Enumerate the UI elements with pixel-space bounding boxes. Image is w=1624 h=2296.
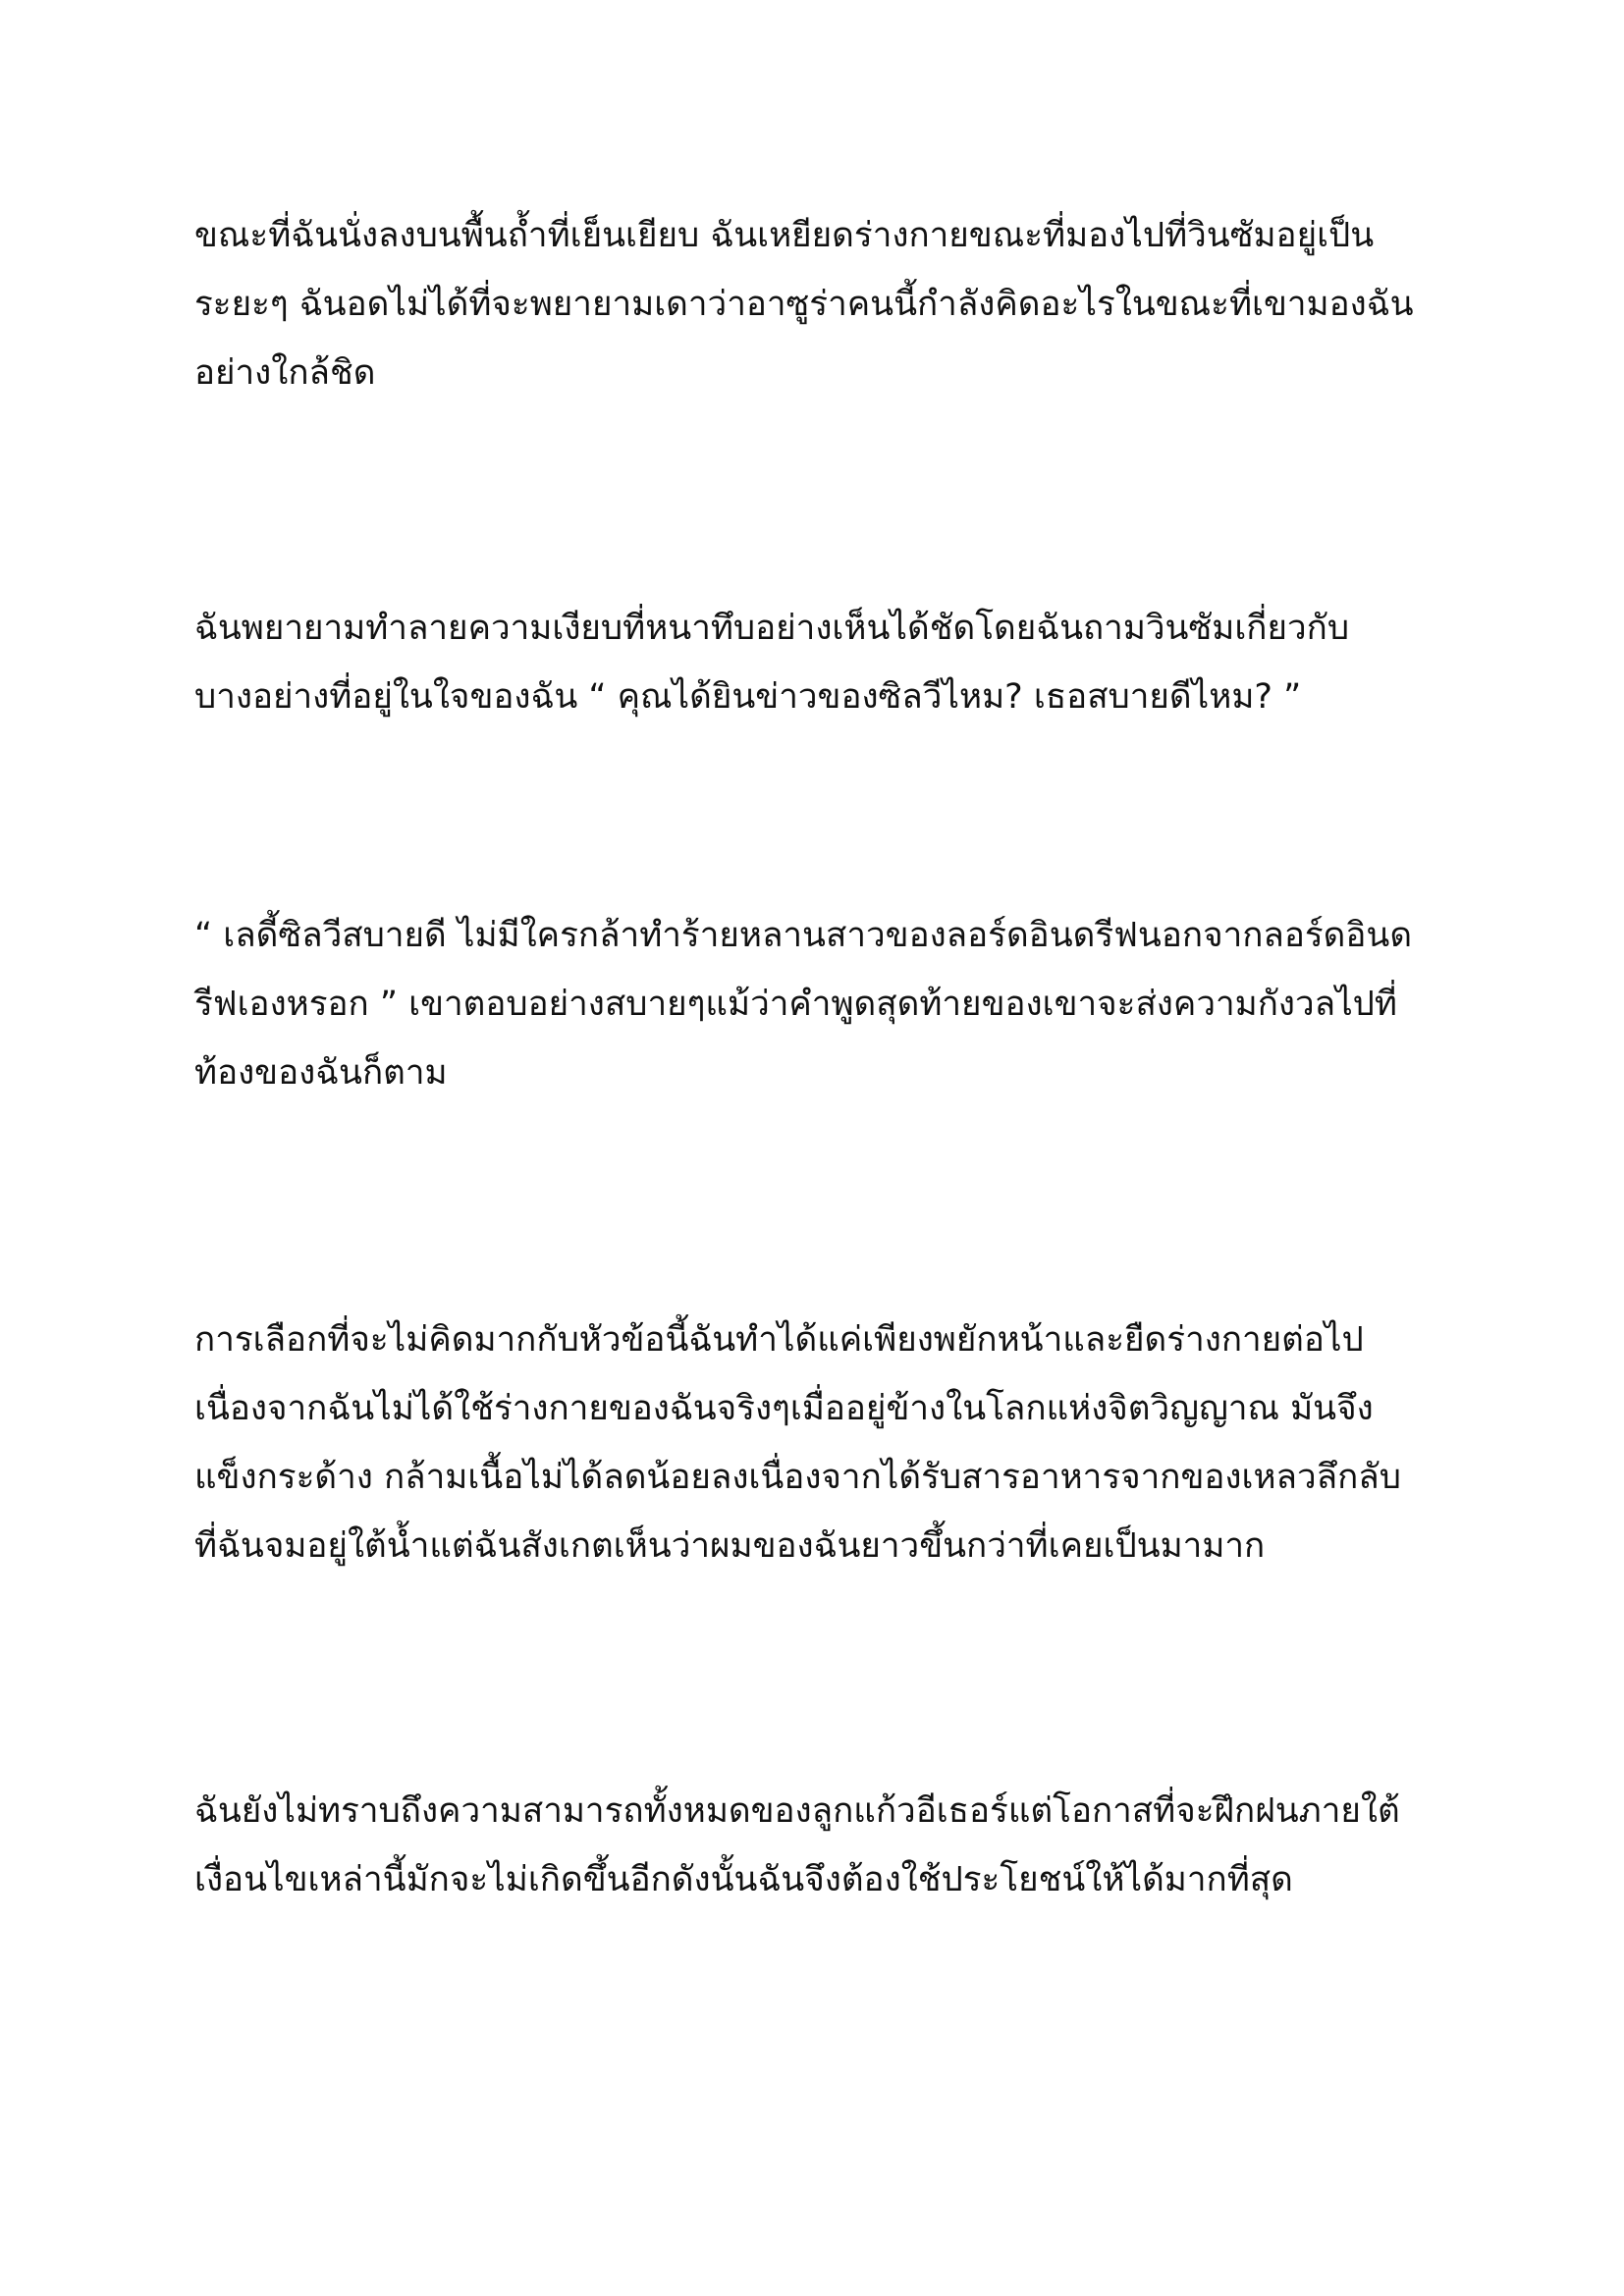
text-line: เนื่องจากฉันไม่ได้ใช้ร่างกายของฉันจริงๆเมื่ออยู่ข้างในโลกแห่งจิตวิญญาณ มันจึง <box>194 1389 1374 1428</box>
text-line: ฉันพยายามทำลายความเงียบที่หนาทึบอย่างเห็นได้ชัดโดยฉันถามวินซัมเกี่ยวกับ <box>194 609 1350 648</box>
text-line: ขณะที่ฉันนั่งลงบนพื้นถ้ำที่เย็นเยียบ ฉันเหยียดร่างกายขณะที่มองไปที่วินซัมอยู่เป็น <box>194 216 1375 255</box>
paragraph-5 <box>194 1777 1471 1914</box>
text-line: ระยะๆ ฉันอดไม่ได้ที่จะพยายามเดาว่าอาซูร่าคนนี้กำลังคิดอะไรในขณะที่เขามองฉัน <box>194 285 1414 324</box>
text-line: ท้องของฉันก็ตาม <box>194 1053 448 1093</box>
text-line: อย่างใกล้ชิด <box>194 353 376 393</box>
text-line: รีฟเองหรอก ” เขาตอบอย่างสบายๆแม้ว่าคำพูดสุดท้ายของเขาจะส่งความกังวลไปที่ <box>194 985 1397 1024</box>
text-line: เงื่อนไขเหล่านี้มักจะไม่เกิดขึ้นอีกดังนั้นฉันจึงต้องใช้ประโยชน์ให้ได้มากที่สุด <box>194 1860 1293 1899</box>
text-line: “ เลดี้ซิลวีสบายดี ไม่มีใครกล้าทำร้ายหลานสาวของลอร์ดอินดรีฟนอกจากลอร์ดอินด <box>194 916 1413 955</box>
text-line: แข็งกระด้าง กล้ามเนื้อไม่ได้ลดน้อยลงเนื่องจากได้รับสารอาหารจากของเหลวลึกลับ <box>194 1458 1401 1497</box>
text-line: บางอย่างที่อยู่ในใจของฉัน “ คุณได้ยินข่าวของซิลวีไหม? เธอสบายดีไหม? ” <box>194 677 1302 717</box>
paragraph-2 <box>194 594 1471 731</box>
text-line: การเลือกที่จะไม่คิดมากกับหัวข้อนี้ฉันทำได้แค่เพียงพยักหน้าและยืดร่างกายต่อไป <box>194 1320 1364 1360</box>
text-line: ฉันยังไม่ทราบถึงความสามารถทั้งหมดของลูกแก้วอีเธอร์แต่โอกาสที่จะฝึกฝนภายใต้ <box>194 1791 1400 1831</box>
paragraph-3 <box>194 901 1471 1107</box>
text-line: ที่ฉันจมอยู่ใต้น้ำแต่ฉันสังเกตเห็นว่าผมของฉันยาวขึ้นกว่าที่เคยเป็นมามาก <box>194 1526 1266 1566</box>
paragraph-4 <box>194 1306 1471 1580</box>
paragraph-1 <box>194 201 1471 407</box>
